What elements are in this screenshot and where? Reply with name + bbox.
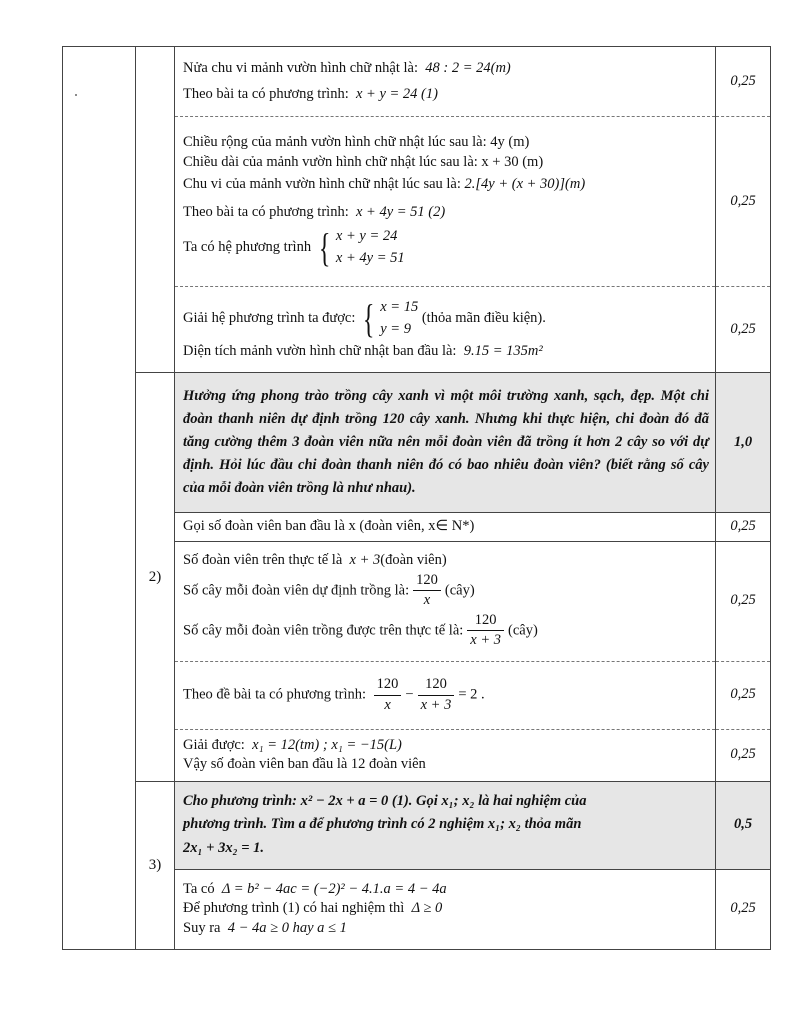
fraction-numerator: 120 bbox=[418, 675, 455, 696]
area-text: Diện tích mảnh vườn hình chữ nhật ban đầu là: bbox=[183, 343, 457, 360]
part3-question bbox=[175, 781, 716, 869]
equation-text: Theo đề bài ta có phương trình: bbox=[183, 686, 367, 703]
planned-trees-text: Số cây mỗi đoàn viên dự định trồng là: bbox=[183, 582, 410, 599]
part2-question bbox=[175, 373, 716, 513]
planned-trees-fraction bbox=[413, 571, 441, 611]
answer-key-table bbox=[62, 46, 771, 950]
system-eq1: x + y = 24 bbox=[335, 228, 398, 245]
actual-trees-text: Số cây mỗi đoàn viên trồng được trên thực tế là: bbox=[183, 622, 464, 639]
score-cell: 0,25 bbox=[716, 541, 771, 661]
conclusion-text: Vậy số đoàn viên ban đầu là 12 đoàn viên bbox=[183, 756, 426, 773]
new-width-text: Chiều rộng của mảnh vườn hình chữ nhật lúc sau là: 4y (m) bbox=[183, 134, 530, 151]
fraction-denominator: x bbox=[423, 592, 431, 609]
brace-icon: { bbox=[318, 225, 331, 271]
table-row bbox=[63, 373, 771, 513]
score-cell: 0,25 bbox=[716, 729, 771, 781]
new-perimeter-math: 2.[4y + (x + 30)](m) bbox=[464, 176, 586, 193]
system-text: Ta có hệ phương trình bbox=[183, 239, 312, 256]
part1-row1-content bbox=[175, 47, 716, 117]
part3-question-line1: Cho phương trình: x² − 2x + a = 0 (1). Gọi x₁; x₂ là hai nghiệm của bbox=[183, 793, 587, 810]
actual-trees-fraction bbox=[467, 611, 504, 651]
inference-math: 4 − 4a ≥ 0 hay a ≤ 1 bbox=[227, 919, 347, 936]
condition-two-roots-math: Δ ≥ 0 bbox=[411, 900, 443, 917]
part3-question-text bbox=[183, 790, 709, 860]
actual-members-unit: (đoàn viên) bbox=[380, 552, 447, 569]
part2-step4 bbox=[175, 729, 716, 781]
question-score-cell: 1,0 bbox=[716, 373, 771, 513]
score-cell: 0,25 bbox=[716, 47, 771, 117]
score-cell: 0,25 bbox=[716, 513, 771, 542]
equation-rhs: = 2 . bbox=[458, 686, 485, 703]
score-cell: 0,25 bbox=[716, 869, 771, 949]
question-column bbox=[63, 47, 136, 950]
part2-label-cell: 2) bbox=[136, 373, 175, 782]
part2-step1: Gọi số đoàn viên ban đầu là x (đoàn viên, x∈ N*) bbox=[175, 513, 716, 542]
solution-x: x = 15 bbox=[380, 298, 419, 315]
score-cell: 0,25 bbox=[716, 661, 771, 729]
part2-step2 bbox=[175, 541, 716, 661]
new-perimeter-text: Chu vi của mảnh vườn hình chữ nhật lúc sau là: bbox=[183, 176, 461, 193]
fraction-numerator: 120 bbox=[413, 571, 441, 592]
planned-trees-unit: (cây) bbox=[444, 582, 475, 599]
actual-members-text: Số đoàn viên trên thực tế là bbox=[183, 552, 343, 569]
equation-system bbox=[315, 226, 405, 270]
equation1-text: Theo bài ta có phương trình: bbox=[183, 85, 349, 102]
table-row bbox=[63, 47, 771, 117]
actual-trees-unit: (cây) bbox=[508, 622, 538, 639]
solved-text: Giải được: bbox=[183, 736, 245, 753]
condition-text: (thỏa mãn điều kiện). bbox=[421, 310, 546, 327]
equation2-text: Theo bài ta có phương trình: bbox=[183, 203, 349, 220]
fraction-numerator: 120 bbox=[374, 675, 402, 696]
half-perimeter-math: 48 : 2 = 24(m) bbox=[425, 59, 511, 76]
part1-row3-content bbox=[175, 287, 716, 373]
score-cell: 0,25 bbox=[716, 287, 771, 373]
fraction-denominator: x + 3 bbox=[420, 696, 452, 713]
part1-label-cell bbox=[136, 47, 175, 373]
new-length-text: Chiều dài của mảnh vườn hình chữ nhật lúc sau là: x + 30 (m) bbox=[183, 153, 544, 170]
area-math: 9.15 = 135m² bbox=[463, 343, 543, 360]
discriminant-math: Δ = b² − 4ac = (−2)² − 4.1.a = 4 − 4a bbox=[221, 880, 447, 897]
minus-sign: − bbox=[405, 686, 414, 703]
part3-question-line3: 2x₁ + 3x₂ = 1. bbox=[183, 839, 265, 856]
solution-system bbox=[359, 297, 418, 341]
part3-label-cell: 3) bbox=[136, 781, 175, 949]
equation1-math: x + y = 24 (1) bbox=[355, 85, 438, 102]
inference-text: Suy ra bbox=[183, 919, 221, 936]
solved-math: x₁ = 12(tm) ; x₁ = −15(L) bbox=[252, 736, 402, 753]
system-eq2: x + 4y = 51 bbox=[335, 250, 405, 267]
equation-fraction-a bbox=[374, 675, 402, 715]
brace-icon: { bbox=[362, 295, 375, 341]
solve-system-text: Giải hệ phương trình ta được: bbox=[183, 310, 356, 327]
actual-members-math: x + 3 bbox=[349, 552, 381, 569]
discriminant-text: Ta có bbox=[183, 880, 215, 897]
table-row bbox=[63, 781, 771, 869]
part3-question-line2: phương trình. Tìm a để phương trình có 2 nghiệm x₁; x₂ thỏa mãn bbox=[183, 816, 582, 833]
half-perimeter-text: Nửa chu vi mảnh vườn hình chữ nhật là: bbox=[183, 59, 419, 76]
question-score-cell: 0,5 bbox=[716, 781, 771, 869]
equation2-math: x + 4y = 51 (2) bbox=[355, 203, 446, 220]
score-cell: 0,25 bbox=[716, 117, 771, 287]
fraction-denominator: x + 3 bbox=[470, 632, 502, 649]
condition-two-roots-text: Để phương trình (1) có hai nghiệm thì bbox=[183, 900, 405, 917]
part3-step1 bbox=[175, 869, 716, 949]
solution-y: y = 9 bbox=[380, 320, 411, 337]
part2-question-text: Hưởng ứng phong trào trồng cây xanh vì một môi trường xanh, sạch, đẹp. Một chi đoàn thanh niên dự định trồng 120 cây xanh. Nhưng khi thực hiện, chi đoàn đó đã tăng cường thêm 3 đoàn viên nữa nên mỗi đoàn viên đã trồng ít hơn 2 cây so với dự định. Hỏi lúc đầu chi đoàn thanh niên đó có bao nhiêu đoàn viên? (biết rằng số cây của mỗi đoàn viên trồng là như nhau). bbox=[183, 387, 709, 497]
equation-fraction-b bbox=[418, 675, 455, 715]
fraction-denominator: x bbox=[384, 696, 391, 713]
fraction-numerator: 120 bbox=[467, 611, 504, 632]
part1-row2-content bbox=[175, 117, 716, 287]
part2-step3 bbox=[175, 661, 716, 729]
